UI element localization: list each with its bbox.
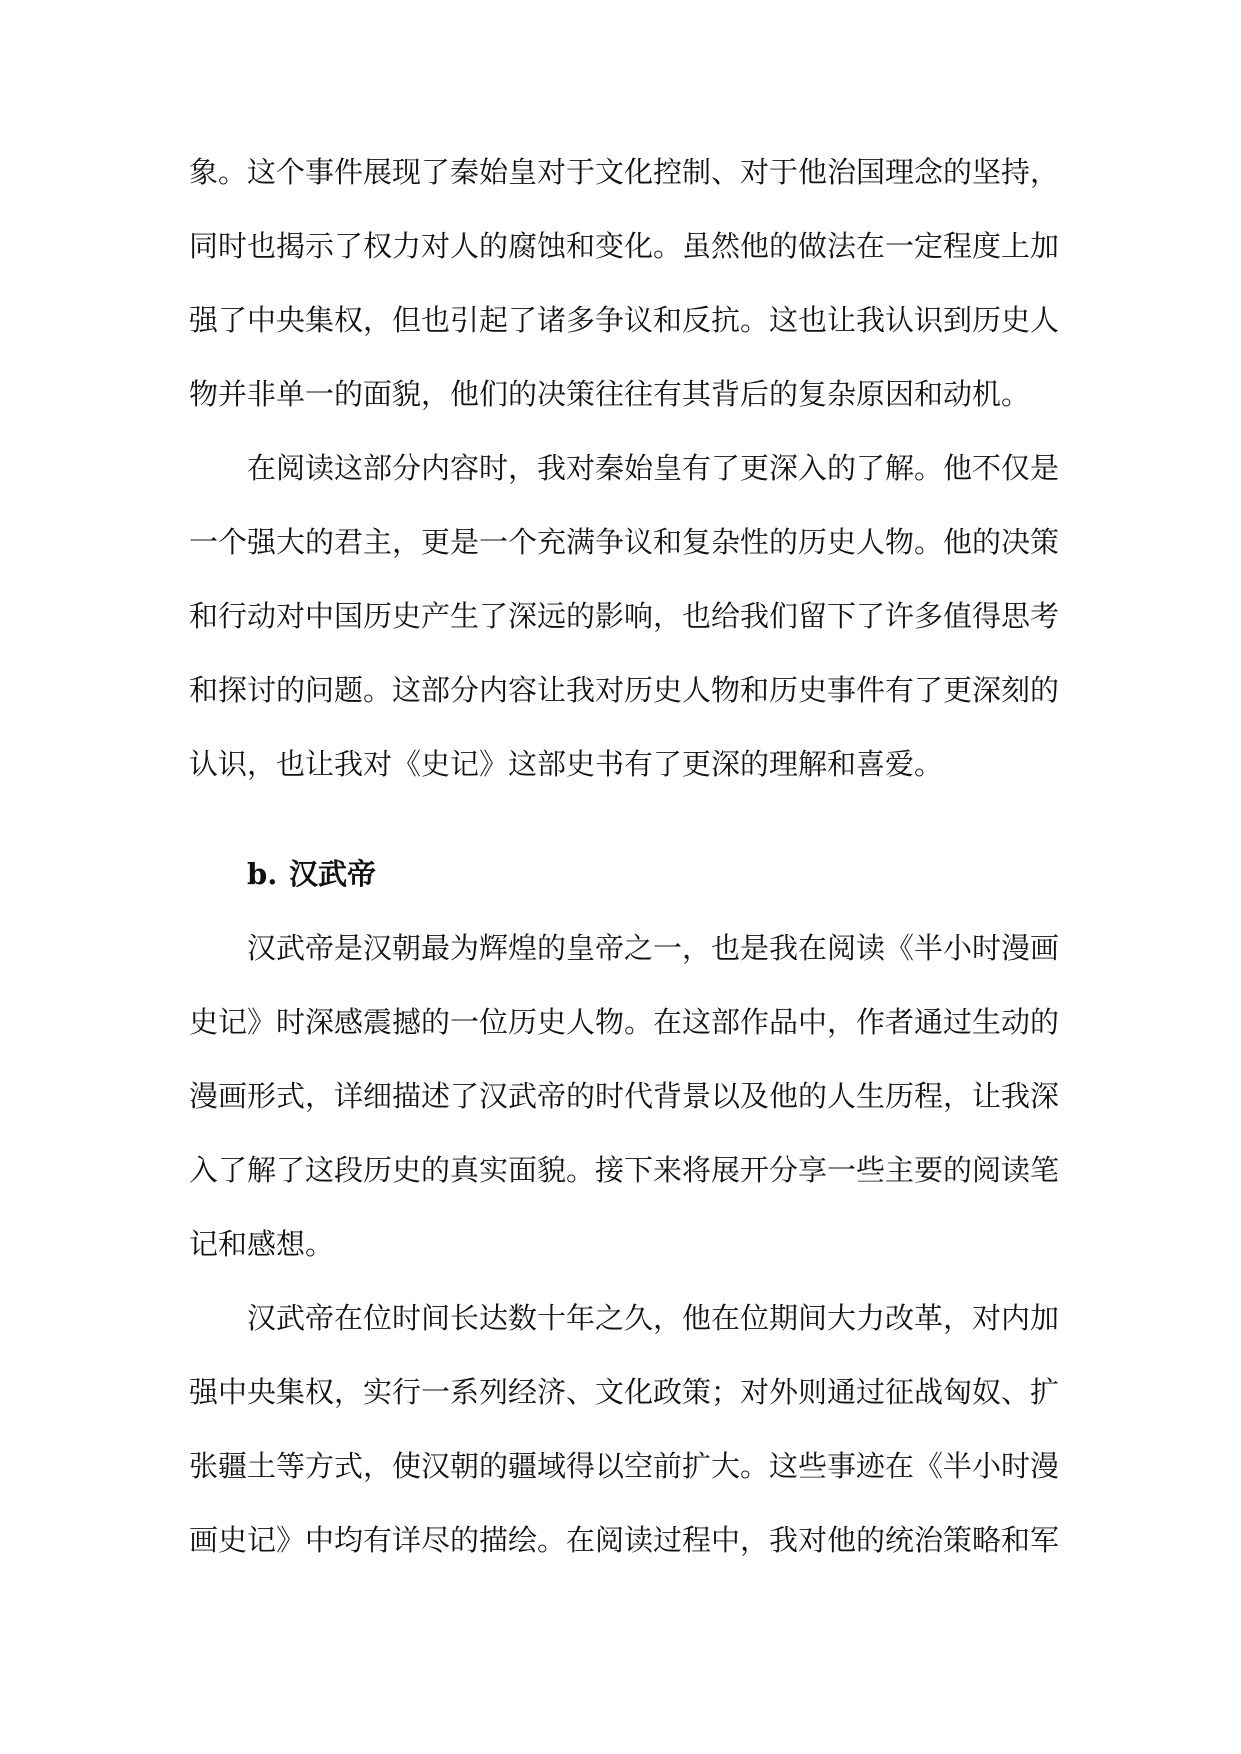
- text-line: 和行动对中国历史产生了深远的影响，也给我们留下了许多值得思考: [189, 599, 1060, 633]
- text-line: 和探讨的问题。这部分内容让我对历史人物和历史事件有了更深刻的: [189, 673, 1060, 707]
- text-line: 汉武帝在位时间长达数十年之久，他在位期间大力改革，对内加: [247, 1301, 1060, 1335]
- heading-marker: b.: [247, 857, 278, 891]
- paragraph-han-reign: [189, 1281, 1060, 1577]
- text-line: 记和感想。: [189, 1227, 335, 1261]
- text-line: 象。这个事件展现了秦始皇对于文化控制、对于他治国理念的坚持，: [189, 155, 1060, 189]
- text-line: 画史记》中均有详尽的描绘。在阅读过程中，我对他的统治策略和军: [189, 1523, 1060, 1557]
- text-line: 强中央集权，实行一系列经济、文化政策；对外则通过征战匈奴、扩: [189, 1375, 1060, 1409]
- text-line: 汉武帝是汉朝最为辉煌的皇帝之一，也是我在阅读《半小时漫画: [247, 931, 1060, 965]
- document-body: [189, 135, 1060, 1577]
- text-line: 张疆土等方式，使汉朝的疆域得以空前扩大。这些事迹在《半小时漫: [189, 1449, 1060, 1483]
- text-line: 漫画形式，详细描述了汉武帝的时代背景以及他的人生历程，让我深: [189, 1079, 1060, 1113]
- text-line: 物并非单一的面貌，他们的决策往往有其背后的复杂原因和动机。: [189, 377, 1031, 411]
- text-line: 强了中央集权，但也引起了诸多争议和反抗。这也让我认识到历史人: [189, 303, 1060, 337]
- text-line: 一个强大的君主，更是一个充满争议和复杂性的历史人物。他的决策: [189, 525, 1060, 559]
- text-line: 史记》时深感震撼的一位历史人物。在这部作品中，作者通过生动的: [189, 1005, 1060, 1039]
- text-line: 认识，也让我对《史记》这部史书有了更深的理解和喜爱。: [189, 747, 944, 781]
- paragraph-qin-reflection: [189, 431, 1060, 801]
- text-line: 入了解了这段历史的真实面貌。接下来将展开分享一些主要的阅读笔: [189, 1153, 1060, 1187]
- text-line: 同时也揭示了权力对人的腐蚀和变化。虽然他的做法在一定程度上加: [189, 229, 1060, 263]
- paragraph-qin-continuation: [189, 135, 1060, 431]
- section-heading: [189, 837, 1055, 911]
- text-line: 在阅读这部分内容时，我对秦始皇有了更深入的了解。他不仅是: [247, 451, 1060, 485]
- heading-title: 汉武帝: [289, 857, 377, 891]
- paragraph-han-intro: [189, 911, 1060, 1281]
